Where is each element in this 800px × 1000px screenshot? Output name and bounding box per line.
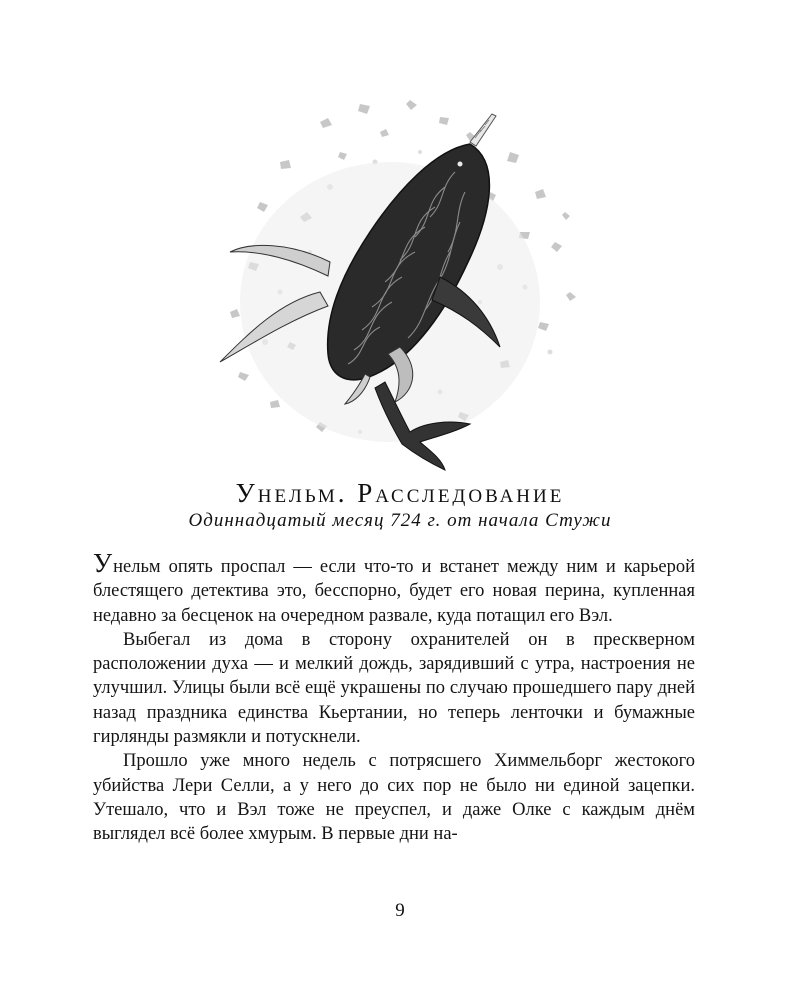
paragraph-2: Выбегал из дома в сторону охранителей он в прескверном расположении духа — и мелкий дождь, зарядивший с утра, настроения не улучшил. Улицы были всё ещё украшены по случаю прошедшего пару дней назад праздника единства Кьертании, но теперь ленточки и бумажные гирлянды размякли и потускнели. bbox=[93, 629, 695, 748]
paragraph-1 bbox=[93, 548, 695, 628]
paragraph-3: Прошло уже много недель с потрясшего Химмельборг жестокого убийства Лери Селли, а у него до сих пор не было ни единой зацепки. Утешало, что и Вэл тоже не преуспел, и даже Олке с каждым днём выглядел всё более хмурым. В первые дни на- bbox=[93, 751, 695, 845]
chapter-title: Унельм. Расследование bbox=[235, 478, 565, 508]
narwhal-illustration-icon bbox=[170, 92, 610, 472]
chapter-body bbox=[93, 548, 695, 847]
chapter-subtitle: Одиннадцатый месяц 724 г. от начала Стужи bbox=[188, 510, 612, 531]
paragraph-1-text: нельм опять проспал — если что-то и встанет между ним и карьерой блестящего детектива это, бесспорно, будет его новая перина, купленная недавно за бесценок на очередном развале, куда потащил его Вэл. bbox=[93, 557, 695, 626]
page-number: 9 bbox=[395, 900, 405, 921]
drop-cap: У bbox=[93, 548, 114, 578]
